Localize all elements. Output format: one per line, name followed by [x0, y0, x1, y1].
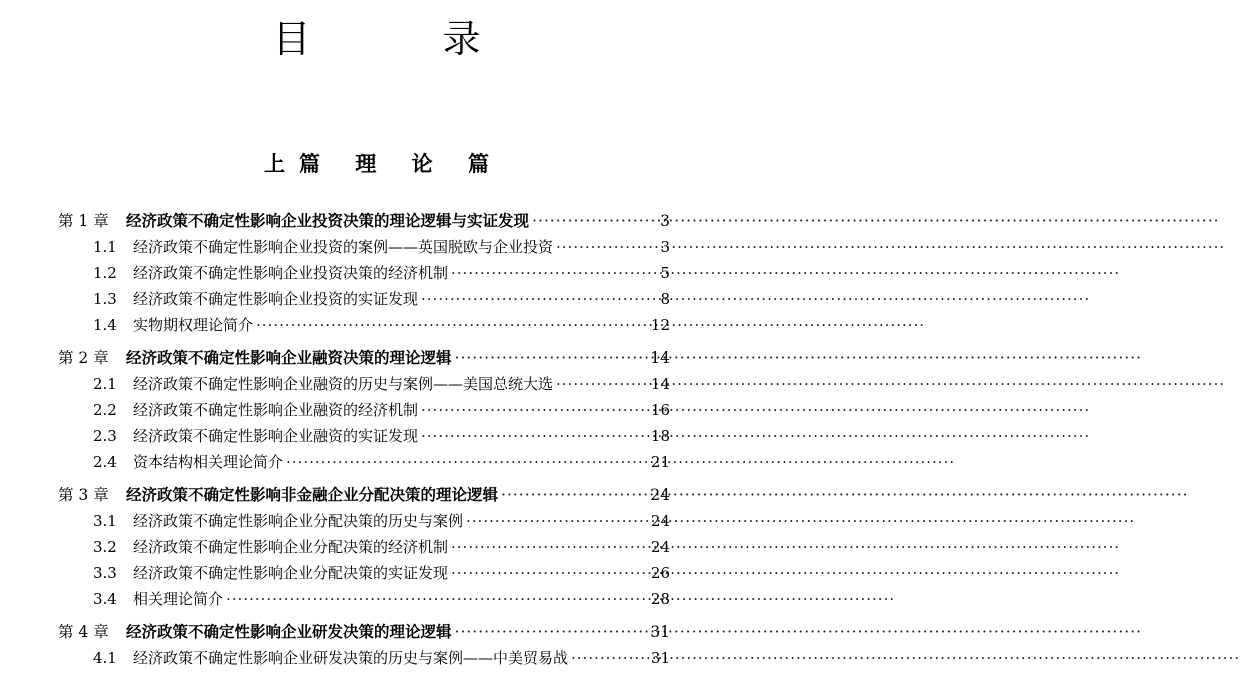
chapter-number: 第 1 章 [58, 212, 109, 230]
dot-leader [451, 260, 653, 286]
section-number: 1.3 [93, 290, 117, 308]
page-number: 3 [660, 212, 670, 230]
page-number: 26 [650, 564, 670, 582]
section-title: 经济政策不确定性影响企业投资的案例——英国脱欧与企业投资 [133, 238, 554, 256]
chapter-number: 第 3 章 [58, 486, 109, 504]
table-of-contents [58, 208, 670, 678]
chapter-block [58, 208, 670, 338]
section-title: 经济政策不确定性影响企业研发决策的历史与案例——中美贸易战 [133, 649, 569, 667]
toc-entry-section[interactable] [58, 234, 670, 260]
dot-leader [556, 371, 648, 397]
chapter-title: 经济政策不确定性影响企业投资决策的理论逻辑与实证发现 [126, 211, 530, 230]
section-title: 实物期权理论简介 [133, 316, 254, 334]
section-number: 4.1 [93, 649, 117, 667]
page-number: 8 [660, 290, 670, 308]
chapter-block [58, 482, 670, 612]
toc-entry-section[interactable] [58, 449, 670, 475]
page-number: 24 [650, 512, 670, 530]
page-number: 24 [650, 538, 670, 556]
section-number: 3.3 [93, 564, 117, 582]
section-title: 经济政策不确定性影响企业融资的历史与案例——美国总统大选 [133, 375, 554, 393]
page-number: 14 [650, 349, 670, 367]
section-number: 1.2 [93, 264, 117, 282]
dot-leader [421, 286, 653, 312]
dot-leader [501, 482, 647, 508]
section-number: 2.1 [93, 375, 117, 393]
part-title: 上篇 理 论 篇 [264, 151, 503, 176]
page-number: 5 [660, 264, 670, 282]
page-number: 12 [650, 316, 670, 334]
page-number: 16 [650, 401, 670, 419]
section-title: 资本结构相关理论简介 [133, 453, 284, 471]
chapter-title: 经济政策不确定性影响非金融企业分配决策的理论逻辑 [126, 485, 499, 504]
toc-entry-section[interactable] [58, 371, 670, 397]
toc-entry-chapter-4[interactable] [58, 619, 670, 645]
section-number: 3.2 [93, 538, 117, 556]
chapter-number: 第 4 章 [58, 623, 109, 641]
section-title: 相关理论简介 [133, 590, 224, 608]
section-title: 经济政策不确定性影响企业分配决策的历史与案例 [133, 512, 464, 530]
dot-leader [455, 619, 648, 645]
toc-entry-section[interactable] [58, 312, 670, 338]
toc-entry-section[interactable] [58, 286, 670, 312]
dot-leader [421, 397, 648, 423]
dot-leader [256, 312, 648, 338]
dot-leader [571, 645, 648, 671]
toc-entry-chapter-1[interactable] [58, 208, 670, 234]
section-number: 3.1 [93, 512, 117, 530]
section-title: 经济政策不确定性影响企业分配决策的实证发现 [133, 564, 449, 582]
section-title: 经济政策不确定性影响企业融资的经济机制 [133, 401, 419, 419]
dot-leader [286, 449, 648, 475]
page-number: 31 [650, 649, 670, 667]
chapter-title: 经济政策不确定性影响企业研发决策的理论逻辑 [126, 622, 452, 641]
page-number: 21 [650, 453, 670, 471]
dot-leader [226, 586, 648, 612]
chapter-block [58, 619, 670, 671]
toc-entry-section[interactable] [58, 397, 670, 423]
section-number: 2.2 [93, 401, 117, 419]
dot-leader [451, 560, 648, 586]
section-number: 1.4 [93, 316, 117, 334]
section-number: 1.1 [93, 238, 117, 256]
chapter-block [58, 345, 670, 475]
section-title: 经济政策不确定性影响企业投资决策的经济机制 [133, 264, 449, 282]
section-title: 经济政策不确定性影响企业融资的实证发现 [133, 427, 419, 445]
section-number: 2.3 [93, 427, 117, 445]
toc-entry-section[interactable] [58, 586, 670, 612]
toc-entry-section[interactable] [58, 645, 670, 671]
section-title: 经济政策不确定性影响企业投资的实证发现 [133, 290, 419, 308]
page-number: 3 [660, 238, 670, 256]
dot-leader [451, 534, 648, 560]
section-number: 3.4 [93, 590, 117, 608]
toc-entry-section[interactable] [58, 260, 670, 286]
toc-entry-chapter-3[interactable] [58, 482, 670, 508]
toc-entry-section[interactable] [58, 534, 670, 560]
toc-entry-section[interactable] [58, 423, 670, 449]
page-number: 24 [650, 486, 670, 504]
dot-leader [455, 345, 648, 371]
section-title: 经济政策不确定性影响企业分配决策的经济机制 [133, 538, 449, 556]
page-number: 31 [650, 623, 670, 641]
chapter-number: 第 2 章 [58, 349, 109, 367]
dot-leader [556, 234, 653, 260]
toc-entry-section[interactable] [58, 508, 670, 534]
toc-entry-section[interactable] [58, 560, 670, 586]
dot-leader [466, 508, 648, 534]
toc-entry-chapter-2[interactable] [58, 345, 670, 371]
page-title: 目 录 [272, 17, 541, 61]
chapter-title: 经济政策不确定性影响企业融资决策的理论逻辑 [126, 348, 452, 367]
page-number: 18 [650, 427, 670, 445]
page-number: 28 [650, 590, 670, 608]
section-number: 2.4 [93, 453, 117, 471]
dot-leader [421, 423, 648, 449]
dot-leader [532, 208, 653, 234]
page-number: 14 [650, 375, 670, 393]
